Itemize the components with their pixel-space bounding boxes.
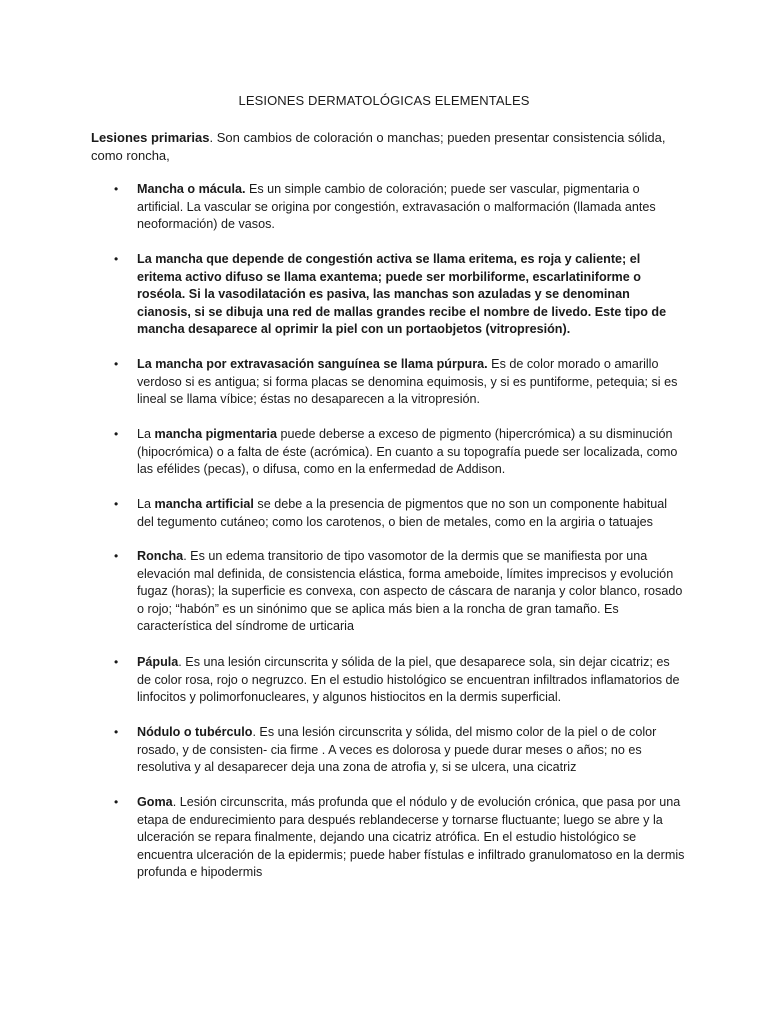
bullet-icon: • — [114, 182, 119, 196]
bullet-icon: • — [114, 427, 119, 441]
item-term: Roncha — [137, 549, 184, 563]
item-text: puede deberse a exceso de pigmento (hipercrómica) a su disminución (hipocrómica) o a falta de éste (acrómica). En cuanto a su topografía puede ser localizada, como las efélides (pecas), o difusa, como en la enfermedad de Addison. — [137, 427, 678, 476]
item-text: Es de color morado o amarillo verdoso si es antigua; si forma placas se denomina equimosis, y si es puntiforme, petequia; si es lineal se llama víbice; éstas no desaparecen a la vitropresión. — [137, 357, 678, 406]
list-item — [114, 724, 687, 777]
item-text: . Es una lesión circunscrita y sólida de la piel, que desaparece sola, sin dejar cicatriz; es de color rosa, rojo o negruzco. En el estudio histológico se encuentran infiltrados inflamatorios de linfocitos y polimorfonucleares, y algunos histiocitos en la dermis superficial. — [137, 655, 680, 704]
item-text: . Lesión circunscrita, más profunda que el nódulo y de evolución crónica, que pasa por una etapa de endurecimiento para después reblandecerse y tornarse fluctuante; luego se abre y la ulceración se repara finalmente, dejando una cicatriz atrófica. En el estudio histológico se encuentra ulceración de la epidermis; puede haber fístulas e infiltrado granulomatoso en la dermis profunda e hipodermis — [137, 795, 685, 879]
bullet-icon: • — [114, 252, 119, 266]
bullet-icon: • — [114, 549, 119, 563]
list-item — [114, 181, 687, 234]
intro-term: Lesiones primarias — [91, 130, 210, 145]
item-prefix: La — [137, 427, 155, 441]
list-item — [114, 356, 687, 409]
list-item — [114, 548, 687, 636]
list-item — [114, 654, 687, 707]
list-item — [114, 794, 687, 882]
item-term: La mancha por extravasación sanguínea se llama púrpura. — [137, 357, 488, 371]
item-text: . Es un edema transitorio de tipo vasomotor de la dermis que se manifiesta por una elevación mal definida, de consistencia elástica, forma ameboide, límites imprecisos y evolución fugaz (horas); la superficie es convexa, con aspecto de cáscara de naranja y color blanco, rosado o rojo; “habón” es un sinónimo que se aplica más bien a la roncha de gran tamaño. Es característica del síndrome de urticaria — [137, 549, 683, 633]
item-term: mancha pigmentaria — [154, 427, 277, 441]
bullet-icon: • — [114, 655, 119, 669]
item-text: se debe a la presencia de pigmentos que no son un componente habitual del tegumento cutáneo; como los carotenos, o bien de metales, como en la argiria o tatuajes — [137, 497, 668, 529]
bullet-icon: • — [114, 725, 119, 739]
bullet-icon: • — [114, 357, 119, 371]
item-term: La mancha que depende de congestión activa se llama eritema, es roja y caliente; el eritema activo difuso se llama exantema; puede ser morbiliforme, escarlatiniforme o roséola. Si la vasodilatación es pasiva, las manchas son azuladas y se denominan cianosis, si se dibuja una red de mallas grandes recibe el nombre de livedo. Este tipo de mancha desaparece al oprimir la piel con un portaobjetos (vitropresión). — [137, 252, 667, 336]
item-text: . Es una lesión circunscrita y sólida, del mismo color de la piel o de color rosado, y de consisten- cia firme . A veces es dolorosa y puede durar meses o años; no es resolutiva y al desaparecer deja una zona de atrofia y, si se ulcera, una cicatriz — [137, 725, 657, 774]
item-term: Pápula — [137, 655, 179, 669]
item-term: Mancha o mácula. — [137, 182, 246, 196]
list-item — [114, 496, 687, 531]
item-text: Es un simple cambio de coloración; puede ser vascular, pigmentaria o artificial. La vascular se origina por congestión, extravasación o malformación (llamada antes neoformación) de vasos. — [137, 182, 656, 231]
intro-text: . Son cambios de coloración o manchas; pueden presentar consistencia sólida, como roncha, — [91, 130, 666, 163]
intro-paragraph — [91, 129, 691, 165]
bullet-icon: • — [114, 497, 119, 511]
list-item — [114, 426, 687, 479]
item-term: mancha artificial — [154, 497, 254, 511]
list-item — [114, 251, 687, 339]
item-term: Goma — [137, 795, 173, 809]
item-prefix: La — [137, 497, 155, 511]
bullet-icon: • — [114, 795, 119, 809]
document-title: LESIONES DERMATOLÓGICAS ELEMENTALES — [238, 93, 530, 108]
item-term: Nódulo o tubérculo — [137, 725, 253, 739]
